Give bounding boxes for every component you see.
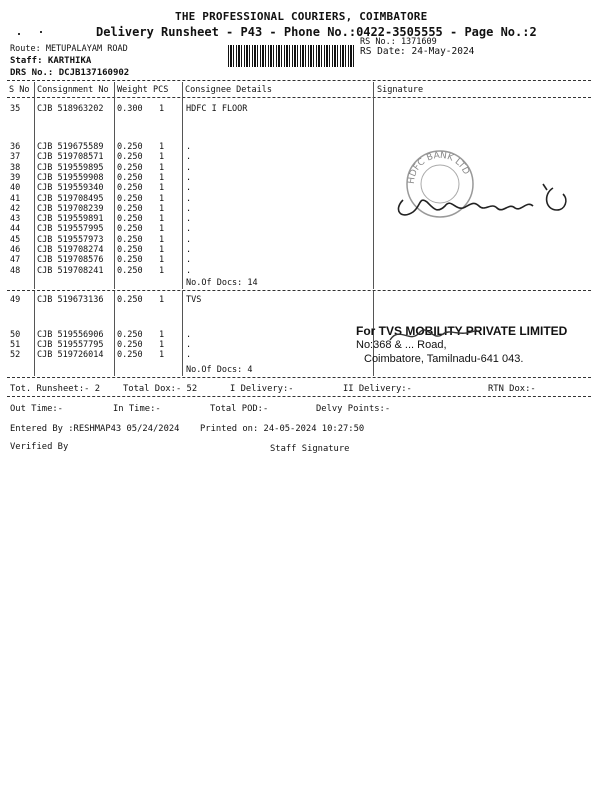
divider [7, 80, 591, 81]
col-sno: S No [9, 85, 30, 95]
cell-weight: 0.250 [117, 340, 143, 350]
total-pod: Total POD:- [210, 404, 269, 414]
cell-sno: 46 [10, 245, 21, 255]
cell-consignee: . [186, 142, 192, 152]
cell-sno: 35 [10, 104, 21, 114]
in-time: In Time:- [113, 404, 161, 414]
staff-label: Staff: KARTHIKA [10, 56, 92, 66]
cell-pcs: 1 [159, 162, 165, 173]
cell-pcs: 1 [159, 224, 165, 235]
cell-sno: 44 [10, 224, 21, 235]
tvs-stamp-line2: No:368 & ... Road, [356, 339, 447, 351]
cell-weight: 0.250 [117, 234, 143, 245]
col-divider [34, 291, 35, 376]
cell-consignee: TVS [186, 295, 202, 305]
cell-weight: 0.250 [117, 255, 143, 266]
cell-consignee: HDFC I FLOOR [186, 104, 248, 114]
cell-consignee: . [186, 183, 192, 194]
rs-date: RS Date: 24-May-2024 [360, 46, 475, 57]
cell-consignment: CJB 519708571 [37, 152, 104, 163]
cell-weight: 0.250 [117, 152, 143, 163]
col-divider [34, 82, 35, 289]
cell-consignee: . [186, 350, 192, 360]
rtn-dox: RTN Dox:- [488, 384, 536, 394]
cell-sno: 37 [10, 152, 21, 163]
cell-consignee: . [186, 265, 192, 276]
staff-signature: Staff Signature [270, 444, 350, 454]
cell-sno: 42 [10, 203, 21, 214]
cell-pcs: 1 [159, 245, 165, 255]
tot-runsheet: Tot. Runsheet:- 2 [10, 384, 101, 394]
cell-consignment: CJB 518963202 [37, 104, 104, 114]
tvs-stamp-line3: Coimbatore, Tamilnadu-641 043. [364, 353, 524, 365]
cell-pcs: 1 [159, 104, 165, 114]
cell-weight: 0.250 [117, 350, 143, 360]
cell-consignment: CJB 519559340 [37, 183, 104, 194]
cell-sno: 52 [10, 350, 21, 360]
total-dox: Total Dox:- 52 [123, 384, 198, 394]
col-weight: Weight [117, 85, 148, 95]
rs-number: RS No.: 1371609 [360, 37, 437, 47]
cell-consignment: CJB 519726014 [37, 350, 104, 360]
cell-consignee: . [186, 172, 192, 183]
divider [7, 290, 591, 291]
col-consignment: Consignment No [37, 85, 109, 95]
cell-pcs: 1 [159, 330, 165, 340]
cell-pcs: 1 [159, 234, 165, 245]
cell-consignment: CJB 519559908 [37, 172, 104, 183]
cell-consignment: CJB 519557795 [37, 340, 104, 350]
cell-consignee: . [186, 234, 192, 245]
cell-weight: 0.250 [117, 193, 143, 204]
cell-weight: 0.250 [117, 245, 143, 255]
company-title: THE PROFESSIONAL COURIERS, COIMBATORE [175, 10, 428, 23]
cell-consignment: CJB 519708241 [37, 265, 104, 276]
cell-pcs: 1 [159, 214, 165, 225]
cell-sno: 41 [10, 193, 21, 204]
speck [40, 31, 42, 33]
cell-sno: 51 [10, 340, 21, 350]
cell-consignee: . [186, 245, 192, 255]
cell-pcs: 1 [159, 295, 165, 305]
cell-pcs: 1 [159, 340, 165, 350]
cell-pcs: 1 [159, 152, 165, 163]
cell-consignment: CJB 519708274 [37, 245, 104, 255]
cell-pcs: 1 [159, 193, 165, 204]
col-signature: Signature [377, 85, 424, 95]
cell-sno: 40 [10, 183, 21, 194]
cell-sno: 43 [10, 214, 21, 225]
delvy-points: Delvy Points:- [316, 404, 391, 414]
entered-by: Entered By :RESHMAP43 05/24/2024 [10, 424, 180, 434]
signature-1 [393, 180, 578, 222]
cell-pcs: 1 [159, 255, 165, 266]
route-label: Route: METUPALAYAM ROAD [10, 44, 128, 54]
cell-sno: 38 [10, 162, 21, 173]
cell-sno: 49 [10, 295, 21, 305]
cell-consignment: CJB 519559895 [37, 162, 104, 173]
cell-pcs: 1 [159, 142, 165, 152]
cell-consignment: CJB 519556906 [37, 330, 104, 340]
cell-sno: 50 [10, 330, 21, 340]
tvs-stamp-line1: For TVS MOBILITY PRIVATE LIMITED [356, 324, 568, 338]
cell-consignment: CJB 519557973 [37, 234, 104, 245]
verified-by: Verified By [10, 442, 69, 452]
drs-number: DRS No.: DCJB137160902 [10, 68, 130, 78]
cell-weight: 0.250 [117, 162, 143, 173]
cell-consignee: . [186, 203, 192, 214]
cell-weight: 0.250 [117, 330, 143, 340]
bank-stamp-text: HDFC BANK LTD [406, 150, 471, 185]
cell-weight: 0.250 [117, 203, 143, 214]
col-divider [114, 82, 115, 289]
cell-sno: 36 [10, 142, 21, 152]
cell-weight: 0.250 [117, 142, 143, 152]
col-pcs: PCS [153, 85, 169, 95]
divider [7, 377, 591, 378]
cell-consignment: CJB 519673136 [37, 295, 104, 305]
cell-consignee: . [186, 214, 192, 225]
cell-weight: 0.250 [117, 295, 143, 305]
cell-pcs: 1 [159, 203, 165, 214]
barcode [228, 45, 356, 67]
speck [18, 33, 20, 35]
col-consignee: Consignee Details [185, 85, 272, 95]
printed-on: Printed on: 24-05-2024 10:27:50 [200, 424, 365, 434]
cell-consignee: . [186, 255, 192, 266]
docs-count: No.Of Docs: 14 [186, 278, 258, 288]
cell-pcs: 1 [159, 172, 165, 183]
divider [7, 396, 591, 397]
col-divider [114, 291, 115, 376]
col-divider [182, 291, 183, 376]
cell-consignee: . [186, 340, 192, 350]
cell-consignee: . [186, 152, 192, 163]
cell-consignment: CJB 519557995 [37, 224, 104, 235]
cell-consignee: . [186, 162, 192, 173]
out-time: Out Time:- [10, 404, 63, 414]
cell-sno: 45 [10, 234, 21, 245]
cell-consignment: CJB 519708239 [37, 203, 104, 214]
cell-pcs: 1 [159, 265, 165, 276]
cell-consignee: . [186, 224, 192, 235]
cell-consignment: CJB 519675589 [37, 142, 104, 152]
cell-sno: 47 [10, 255, 21, 266]
cell-weight: 0.250 [117, 183, 143, 194]
runsheet-subtitle: Delivery Runsheet - P43 - Phone No.:0422-3505555 - Page No.:2 [96, 25, 537, 39]
cell-weight: 0.300 [117, 104, 143, 114]
cell-weight: 0.250 [117, 265, 143, 276]
signature-2 [385, 320, 485, 350]
cell-pcs: 1 [159, 350, 165, 360]
cell-weight: 0.250 [117, 172, 143, 183]
cell-sno: 48 [10, 265, 21, 276]
cell-weight: 0.250 [117, 214, 143, 225]
cell-consignment: CJB 519708576 [37, 255, 104, 266]
cell-consignment: CJB 519559891 [37, 214, 104, 225]
cell-weight: 0.250 [117, 224, 143, 235]
col-divider [182, 82, 183, 289]
docs-count: No.Of Docs: 4 [186, 365, 253, 375]
cell-sno: 39 [10, 172, 21, 183]
cell-consignment: CJB 519708495 [37, 193, 104, 204]
divider [7, 97, 591, 98]
cell-consignee: . [186, 330, 192, 340]
col-divider [373, 82, 374, 289]
cell-pcs: 1 [159, 183, 165, 194]
ii-delivery: II Delivery:- [343, 384, 412, 394]
cell-consignee: . [186, 193, 192, 204]
i-delivery: I Delivery:- [230, 384, 294, 394]
